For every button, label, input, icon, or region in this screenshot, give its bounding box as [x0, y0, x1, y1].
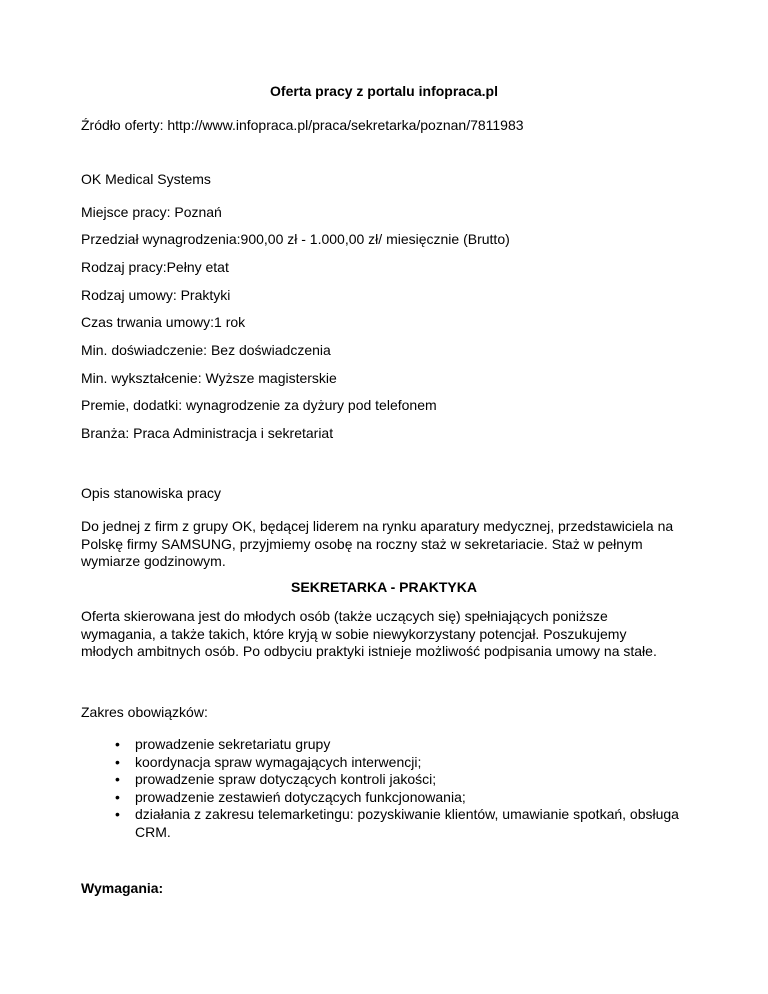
list-item: • działania z zakresu telemarketingu: pozyskiwanie klientów, umawianie spotkań, obsługa CRM.: [115, 806, 679, 840]
detail-industry: Branża: Praca Administracja i sekretariat: [81, 425, 334, 441]
position-title: SEKRETARKA - PRAKTYKA: [291, 579, 477, 595]
list-item: • koordynacja spraw wymagających interwencji;: [115, 753, 422, 770]
company-name: OK Medical Systems: [81, 171, 211, 187]
list-item: • prowadzenie spraw dotyczących kontroli jakości;: [115, 771, 437, 787]
bullet-icon: •: [115, 806, 120, 822]
offer-paragraph: Oferta skierowana jest do młodych osób (także uczących się) spełniających poniższe wymagania, a także takich, które kryją w sobie niewykorzystany potencjał. Poszukujemy młodych ambitnych osób. Po odbyciu praktyki istnieje możliwość podpisania umowy na stałe.: [81, 608, 657, 659]
bullet-icon: •: [115, 753, 120, 770]
description-heading: Opis stanowiska pracy: [81, 485, 222, 501]
description-paragraph: Do jednej z firm z grupy OK, będącej liderem na rynku aparatury medycznej, przedstawiciela na Polskę firmy SAMSUNG, przyjmiemy osobę na roczny staż w sekretariacie. Staż w pełnym wymiarze godzinowym.: [81, 518, 674, 569]
detail-contract-type: Rodzaj umowy: Praktyki: [81, 287, 231, 303]
detail-location: Miejsce pracy: Poznań: [81, 204, 222, 220]
detail-education: Min. wykształcenie: Wyższe magisterskie: [81, 370, 337, 386]
detail-work-type: Rodzaj pracy:Pełny etat: [81, 259, 229, 275]
bullet-icon: •: [115, 771, 120, 787]
bullet-icon: •: [115, 736, 120, 752]
detail-contract-duration: Czas trwania umowy:1 rok: [81, 314, 246, 330]
list-item: • prowadzenie sekretariatu grupy: [115, 736, 331, 752]
source-line: Źródło oferty: http://www.infopraca.pl/praca/sekretarka/poznan/7811983: [81, 117, 524, 133]
duties-heading: Zakres obowiązków:: [81, 704, 208, 720]
requirements-heading: Wymagania:: [81, 880, 164, 896]
detail-bonuses: Premie, dodatki: wynagrodzenie za dyżury pod telefonem: [81, 397, 437, 413]
document-title: Oferta pracy z portalu infopraca.pl: [270, 83, 498, 99]
list-item: • prowadzenie zestawień dotyczących funkcjonowania;: [115, 788, 466, 805]
detail-experience: Min. doświadczenie: Bez doświadczenia: [81, 342, 331, 358]
duties-list: [81, 736, 681, 841]
detail-salary: Przedział wynagrodzenia:900,00 zł - 1.000,00 zł/ miesięcznie (Brutto): [81, 231, 510, 247]
bullet-icon: •: [115, 788, 120, 805]
